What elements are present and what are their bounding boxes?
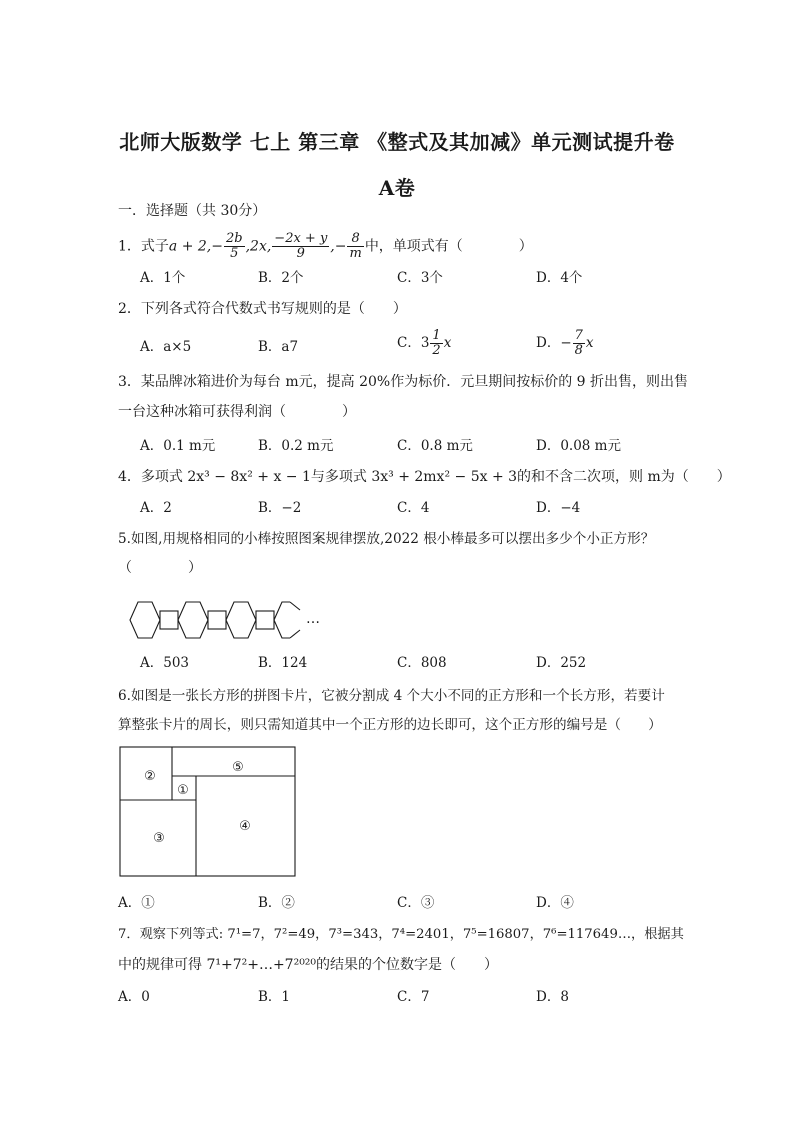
q1-expr-c: ,− (330, 238, 347, 255)
partial-stick-top (290, 602, 300, 610)
q5-option-c[interactable]: C．808 (397, 655, 447, 671)
q1-frac1-num: 2b (226, 231, 243, 246)
q1-frac1-den: 5 (230, 246, 239, 261)
q4-option-c[interactable]: C．4 (397, 500, 430, 516)
q2-c-suffix: x (443, 335, 452, 351)
q1-frac3-num: 8 (347, 232, 363, 247)
q6-option-d[interactable]: D．④ (536, 895, 574, 911)
hexagon-3 (226, 602, 256, 638)
question-5-line-1: 5.如图,用规格相同的小棒按照图案规律摆放,2022 根小棒最多可以摆出多少个小正方形？ (118, 531, 655, 547)
q2-option-a[interactable]: A．a×5 (140, 339, 192, 355)
square-1 (160, 611, 178, 629)
exam-subtitle: A卷 (378, 176, 416, 200)
q1-option-b[interactable]: B．2个 (258, 270, 304, 286)
q4-option-b[interactable]: B．−2 (258, 500, 302, 516)
q2-d-suffix: x (585, 335, 594, 351)
puzzle-card-figure (118, 745, 298, 880)
q3-option-c[interactable]: C．0.8 m元 (397, 438, 473, 454)
q2-option-b[interactable]: B．a7 (258, 339, 299, 355)
q1-option-c[interactable]: C．3个 (397, 270, 443, 286)
q1-fraction-2 (272, 232, 329, 261)
q5-option-a[interactable]: A．503 (140, 655, 190, 671)
question-6-line-1: 6.如图是一张长方形的拼图卡片，它被分割成 4 个大小不同的正方形和一个长方形，若要计 (118, 688, 665, 704)
q1-fraction-1 (224, 232, 245, 261)
question-2: 2．下列各式符合代数式书写规则的是（ ） (118, 301, 407, 317)
q4-option-d[interactable]: D．−4 (536, 500, 581, 516)
hexagon-1 (130, 602, 160, 638)
question-7-line-2: 中的规律可得 7¹+7²+…+7²⁰²⁰的结果的个位数字是（ ） (118, 957, 499, 973)
question-7-line-1: 7．观察下列等式: 7¹=7，7²=49，7³=343，7⁴=2401，7⁵=16807，7⁶=117649…，根据其 (118, 927, 684, 942)
q7-option-a[interactable]: A．0 (118, 989, 150, 1005)
stick-pattern-figure (124, 596, 324, 644)
label-square-4: ④ (239, 819, 251, 834)
label-square-3: ③ (153, 831, 165, 846)
label-square-1: ① (177, 783, 189, 798)
q1-frac2-num: −2x + y (274, 231, 328, 246)
question-6-line-2: 算整张卡片的周长，则只需知道其中一个正方形的边长即可，这个正方形的编号是（ ） (118, 717, 662, 733)
q1-prefix: 1．式子 (118, 238, 169, 255)
q3-option-a[interactable]: A．0.1 m元 (140, 438, 216, 454)
q2-d-den: 8 (574, 343, 583, 358)
q2-d-fraction (573, 329, 585, 358)
pattern-ellipsis: … (306, 611, 320, 627)
q1-suffix: 中，单项式有（ ） (364, 238, 533, 255)
q1-option-d[interactable]: D．4个 (536, 270, 583, 286)
q1-expr-a: a + 2,− (168, 238, 223, 255)
square-2 (208, 611, 226, 629)
q2-c-prefix: C．3 (397, 335, 430, 351)
label-rectangle-5: ⑤ (232, 760, 244, 775)
q6-option-c[interactable]: C．③ (397, 895, 435, 911)
q3-option-d[interactable]: D．0.08 m元 (536, 438, 621, 454)
exam-title: 北师大版数学 七上 第三章 《整式及其加减》单元测试提升卷 (119, 130, 675, 154)
q6-option-a[interactable]: A．① (118, 895, 155, 911)
q2-option-d[interactable] (536, 329, 594, 358)
q5-option-b[interactable]: B．124 (258, 655, 308, 671)
q2-d-prefix: D．− (536, 335, 572, 351)
q5-option-d[interactable]: D．252 (536, 655, 587, 671)
q2-c-num: 1 (432, 328, 441, 343)
q2-option-c[interactable] (397, 329, 451, 358)
partial-stick-bottom (290, 630, 300, 638)
hexagon-2 (178, 602, 208, 638)
q2-c-fraction (430, 329, 442, 358)
partial-hexagon (274, 602, 290, 638)
question-5-line-2: （ ） (118, 560, 202, 576)
q7-option-c[interactable]: C．7 (397, 989, 430, 1005)
question-3-line-2: 一台这种冰箱可获得利润（ ） (118, 404, 356, 420)
q7-option-b[interactable]: B．1 (258, 989, 291, 1005)
q6-option-b[interactable]: B．② (258, 895, 295, 911)
section-heading: 一．选择题（共 30分） (118, 203, 267, 219)
q2-c-den: 2 (432, 343, 441, 358)
q1-option-a[interactable]: A．1个 (140, 270, 186, 286)
q4-option-a[interactable]: A．2 (140, 500, 172, 516)
q1-frac3-den: m (349, 246, 362, 261)
question-4: 4．多项式 2x³ − 8x² + x − 1与多项式 3x³ + 2mx² − 5x + 3的和不含二次项，则 m为（ ） (118, 469, 731, 485)
q1-frac2-den: 9 (296, 246, 305, 261)
q7-option-d[interactable]: D．8 (536, 989, 569, 1005)
label-square-2: ② (144, 769, 156, 784)
card-outline (120, 747, 295, 876)
square-3 (256, 611, 274, 629)
q2-d-num: 7 (574, 328, 583, 343)
question-1 (118, 232, 533, 261)
q1-expr-b: ,2x, (245, 238, 272, 255)
q3-option-b[interactable]: B．0.2 m元 (258, 438, 334, 454)
q1-fraction-3 (347, 232, 363, 261)
question-3-line-1: 3．某品牌冰箱进价为每台 m元，提高 20%作为标价．元旦期间按标价的 9 折出售，则出售 (118, 374, 689, 390)
